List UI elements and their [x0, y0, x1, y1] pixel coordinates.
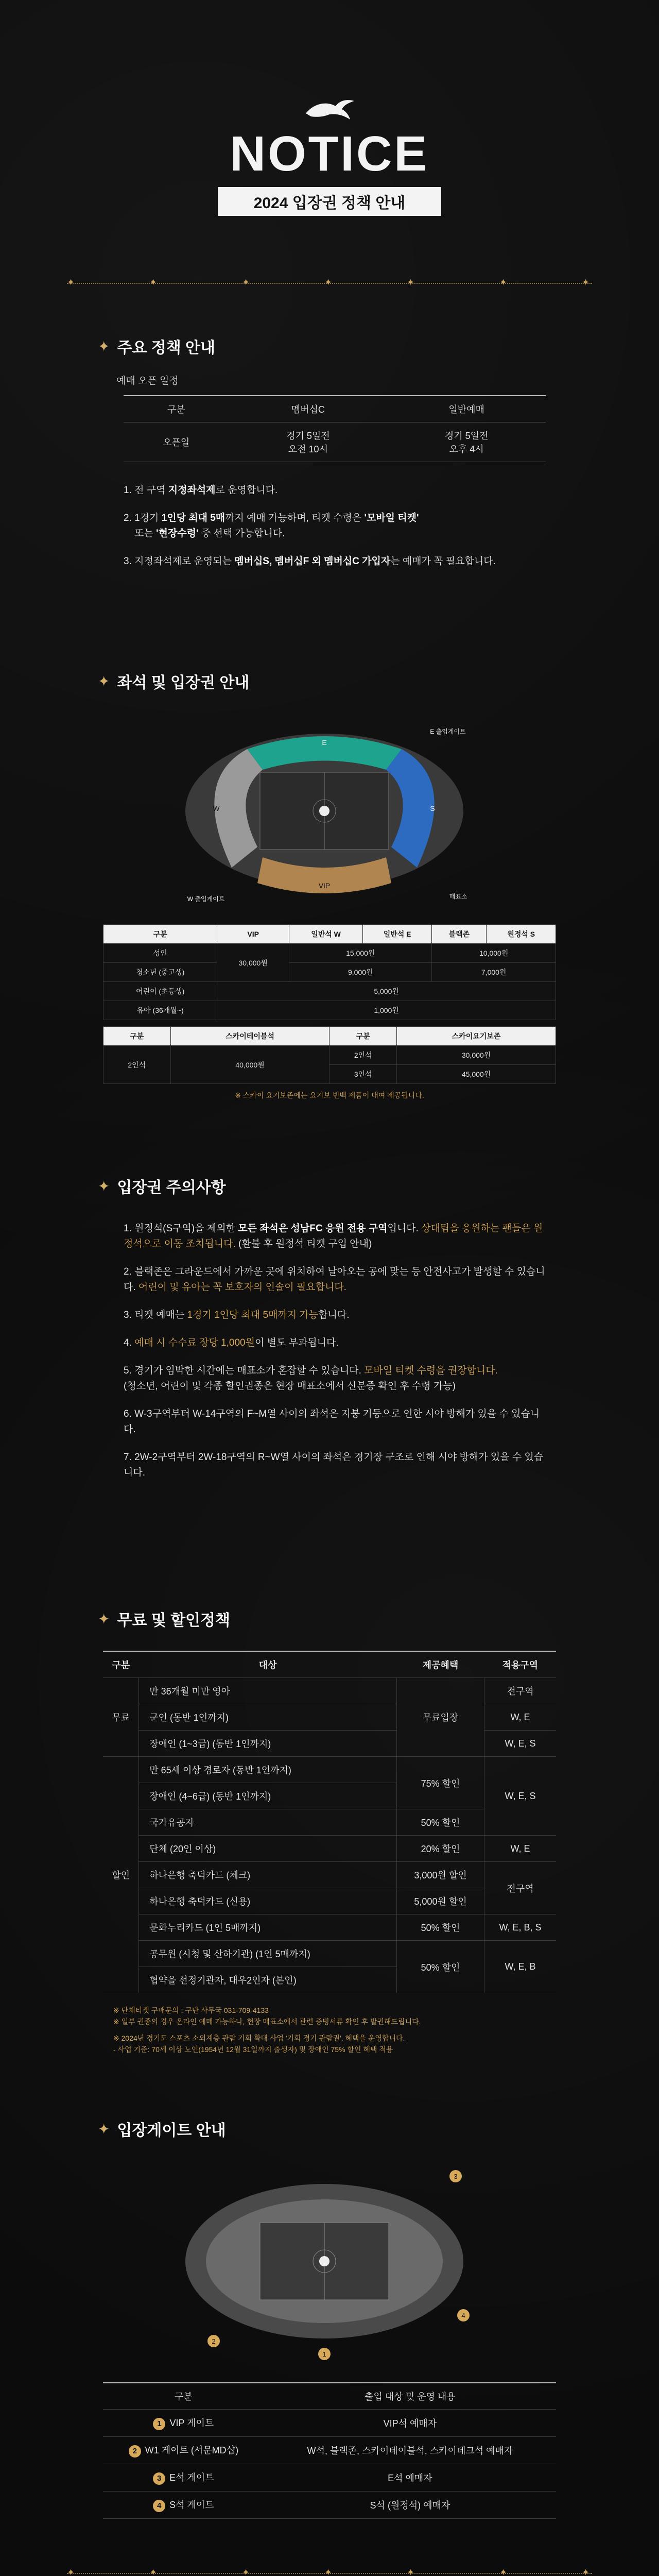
policy-item: 2. 1경기 1인당 최대 5매까지 예매 가능하며, 티켓 수령은 '모바일 티켓' 또는 '현장수령' 중 선택 가능합니다.	[124, 513, 419, 539]
divider: ✦ ✦ ✦ ✦ ✦ ✦ ✦	[67, 2568, 592, 2576]
open-schedule-label: 예매 오픈 일정	[116, 376, 179, 386]
price-note: ※ 스카이 요기보존에는 요기보 빈백 제품이 대여 제공됩니다.	[235, 1091, 424, 1099]
discount-section	[98, 1607, 561, 2055]
section-title: ✦ 주요 정책 안내	[98, 338, 216, 357]
stadium-map-graphic	[170, 713, 489, 909]
svg-text:E: E	[322, 738, 327, 747]
sparkle-icon: ✦	[98, 338, 110, 354]
svg-text:4: 4	[461, 2312, 465, 2319]
policy-item: 1. 전 구역 지정좌석제로 운영합니다.	[124, 485, 278, 496]
gate-section	[98, 2117, 561, 2519]
table-row: 2 W1 게이트 (서문MD샵) W석, 블랙존, 스카이테이블석, 스카이데크석 예매자	[103, 2437, 556, 2464]
svg-text:W: W	[213, 804, 220, 812]
discount-table: 구분 대상 제공혜택 적용구역 무료 만 36개월 미만 영아 무료입장 전구역 군인 (동반 1인까지) W, E 장애인 (1~3급) (동반 1인까지) W, E, S 할인 만 65세 이상 경로자 (동반 1인까지) 75% 할인 W, E, S 장애인 (4~6급) (동반 1인까지) 국가유공자 50% 할인 단체 (20인 이상) 20% 할인 W, E 하나은행 축덕카드 (체크) 3,000원 할인 전구역 하나은행 축덕카드 (신용) 5,000원 할인 문화누리카드 (1인 5매까지) 50% 할인 W, E, B, S 공무원 (시청 및 산하기관) (1인 5매까지) 50% 할인 W, E, B 협약을 선정기관자, 대우2인자 (본인)	[103, 1651, 556, 1993]
table-row: 4 S석 게이트 S석 (원정석) 예매자	[103, 2492, 556, 2519]
sparkle-icon: ✦	[98, 673, 110, 689]
svg-text:3: 3	[454, 2173, 458, 2180]
discount-notes: ※ 단체티켓 구매문의 : 구단 사무국 031-709-4133 ※ 일부 권종의 경우 온라인 예매 가능하나, 현장 매표소에서 관련 증빙서류 확인 후 발권해드립니다. ※ 2024년 경기도 스포츠 소외계층 관람 기회 확대 사업 '기회 경기 관람권'. 혜택을 운영합니다. - 사업 기준: 70세 이상 노인(1954년 12월 31일까지 출생자) 및 장애인 75% 할인 혜택 적용	[113, 2006, 421, 2054]
caution-item: 6. W-3구역부터 W-14구역의 F~M열 사이의 좌석은 지붕 기둥으로 인한 시야 방해가 있을 수 있습니다.	[124, 1409, 540, 1435]
section-title: ✦ 입장권 주의사항	[98, 1178, 226, 1196]
policy-section	[98, 335, 561, 582]
sparkle-icon: ✦	[98, 2121, 110, 2137]
sky-price-table: 구분 스카이테이블석 구분 스카이요기보존 2인석 40,000원 2인석 30,000원 3인석 45,000원	[103, 1026, 556, 1084]
price-table: 구분 VIP 일반석 W 일반석 E 블랙존 원정석 S 성인 30,000원 15,000원 10,000원 청소년 (중고생) 9,000원 7,000원 어린이 (초등생) 5,000원 유아 (36개월~) 1,000원	[103, 924, 556, 1020]
caution-list	[124, 1221, 546, 1481]
svg-text:매표소: 매표소	[449, 893, 467, 900]
table-row: 1 VIP 게이트 VIP석 예매자	[103, 2410, 556, 2437]
gate-map	[170, 2161, 489, 2362]
magpie-logo-icon	[304, 98, 355, 122]
seating-section	[98, 670, 561, 1100]
svg-text:E 출입게이트: E 출입게이트	[430, 728, 466, 735]
caution-item: 7. 2W-2구역부터 2W-18구역의 R~W열 사이의 좌석은 경기장 구조로 인해 시야 방해가 있을 수 있습니다.	[124, 1452, 544, 1478]
policy-list	[124, 483, 561, 569]
section-title: ✦ 좌석 및 입장권 안내	[98, 673, 250, 691]
svg-text:S: S	[430, 804, 435, 812]
svg-text:W 출입게이트: W 출입게이트	[187, 895, 225, 903]
divider: ✦ ✦ ✦ ✦ ✦ ✦ ✦	[67, 278, 592, 289]
caution-item: 2. 블랙존은 그라운드에서 가까운 곳에 위치하여 날아오는 공에 맞는 등 안전사고가 발생할 수 있습니다. 어린이 및 유아는 꼭 보호자의 인솔이 필요합니다.	[124, 1266, 545, 1293]
table-row: 3 E석 게이트 E석 예매자	[103, 2464, 556, 2492]
caution-item: 4. 예매 시 수수료 장당 1,000원이 별도 부과됩니다.	[124, 1337, 339, 1348]
svg-text:VIP: VIP	[318, 882, 331, 890]
svg-text:2: 2	[212, 2337, 216, 2345]
header	[0, 0, 659, 247]
section-title: ✦ 입장게이트 안내	[98, 2121, 226, 2139]
open-schedule-table: 구분 멤버십C 일반예매 오픈일 경기 5일전 오전 10시 경기 5일전 오후 4시	[124, 395, 546, 462]
sparkle-icon: ✦	[98, 1178, 110, 1194]
stadium-seat-map	[170, 713, 489, 909]
sparkle-icon: ✦	[98, 1611, 110, 1627]
svg-text:1: 1	[322, 2350, 326, 2358]
policy-item: 3. 지정좌석제로 운영되는 멤버십S, 멤버십F 외 멤버십C 가입자는 예매가 꼭 필요합니다.	[124, 556, 496, 567]
caution-item: 1. 원정석(S구역)을 제외한 모든 좌석은 성남FC 응원 전용 구역입니다. 상대팀을 응원하는 팬들은 원정석으로 이동 조치됩니다. (환불 후 원정석 티켓 구입 안내)	[124, 1223, 543, 1249]
page-title: NOTICE	[230, 126, 429, 181]
gate-map-graphic	[170, 2161, 489, 2362]
page-subtitle: 2024 입장권 정책 안내	[218, 187, 442, 216]
caution-item: 3. 티켓 예매는 1경기 1인당 최대 5매까지 가능합니다.	[124, 1310, 350, 1320]
caution-section	[98, 1175, 561, 1493]
caution-item: 5. 경기가 임박한 시간에는 매표소가 혼잡할 수 있습니다. 모바일 티켓 수령을 권장합니다. (청소년, 어린이 및 각종 할인권종은 현장 매표소에서 신분증 확인 후 수령 가능)	[124, 1365, 498, 1392]
gate-table: 구분 출입 대상 및 운영 내용 1 VIP 게이트 VIP석 예매자 2 W1 게이트 (서문MD샵) W석, 블랙존, 스카이테이블석, 스카이데크석 예매자 3 E석 게이트 E석 예매자 4 S석 게이트 S석 (원정석) 예매자	[103, 2382, 556, 2519]
section-title: ✦ 무료 및 할인정책	[98, 1611, 230, 1629]
